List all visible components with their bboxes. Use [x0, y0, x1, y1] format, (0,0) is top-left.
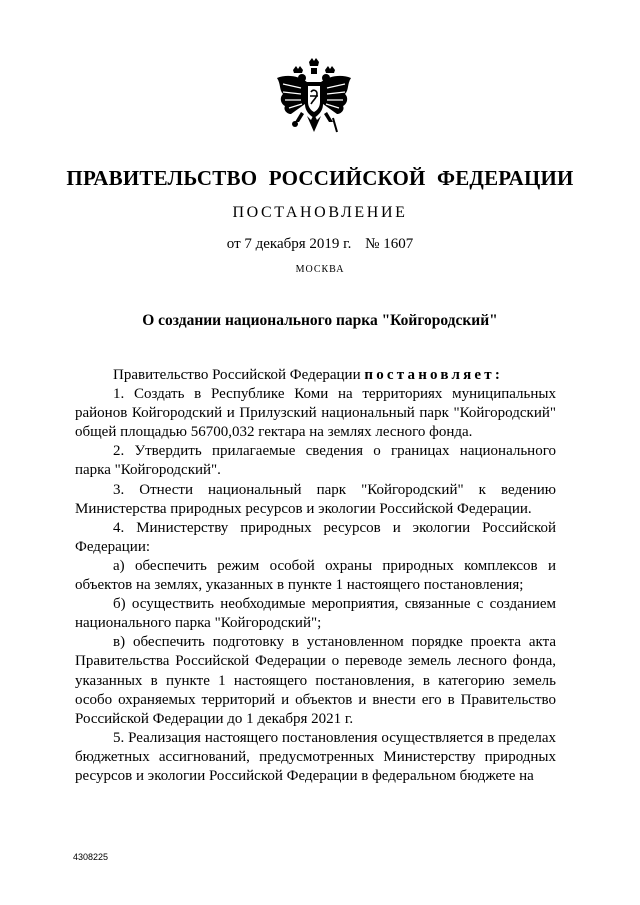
- coat-of-arms-icon: [271, 56, 357, 140]
- number-sign: №: [365, 236, 380, 252]
- paragraph-4: 4. Министерству природных ресурсов и экологии Российской Федерации:: [75, 519, 556, 555]
- document-type: ПОСТАНОВЛЕНИЕ: [232, 204, 408, 221]
- paragraph-4b: б) осуществить необходимые мероприятия, связанные с созданием национального парка "Койгородский";: [75, 596, 556, 632]
- document-number: 1607: [383, 236, 414, 252]
- document-body: [75, 366, 556, 786]
- paragraph-4a: а) обеспечить режим особой охраны природных комплексов и объектов на землях, указанных в пункте 1 настоящего постановления;: [75, 557, 556, 594]
- paragraph-4c: в) обеспечить подготовку в установленном порядке проекта акта Правительства Российской Федерации о переводе земель лесного фонда, указанных в пункте 1 настоящего постановления, в категорию земель особо охраняемых территорий и объектов и внести его в Правительство Российской Федерации до 1 декабря 2021 г.: [75, 634, 556, 727]
- intro-paragraph: [75, 366, 556, 385]
- document-date: от 7 декабря 2019 г.: [226, 236, 352, 252]
- intro-verb: постановляет:: [364, 367, 504, 383]
- paragraph-3: 3. Отнести национальный парк "Койгородский" к ведению Министерства природных ресурсов и экологии Российской Федерации.: [75, 481, 556, 517]
- document-subject: О создании национального парка "Койгородский": [142, 312, 498, 329]
- document-date-line: [0, 236, 640, 253]
- paragraph-2: 2. Утвердить прилагаемые сведения о границах национального парка "Койгородский".: [75, 443, 556, 479]
- document-code: 4308225: [73, 852, 109, 862]
- document-city: МОСКВА: [295, 264, 345, 275]
- intro-lead: Правительство Российской Федерации: [113, 367, 361, 383]
- government-title: ПРАВИТЕЛЬСТВО РОССИЙСКОЙ ФЕДЕРАЦИИ: [66, 166, 574, 190]
- paragraph-5: 5. Реализация настоящего постановления осуществляется в пределах бюджетных ассигнований, предусмотренных Министерству природных ресурсов и экологии Российской Федерации в федеральном бюджете на: [75, 729, 556, 784]
- paragraph-1: 1. Создать в Республике Коми на территориях муниципальных районов Койгородский и Прилузский национальный парк "Койгородский" общей площадью 56700,032 гектара на землях лесного фонда.: [75, 386, 556, 441]
